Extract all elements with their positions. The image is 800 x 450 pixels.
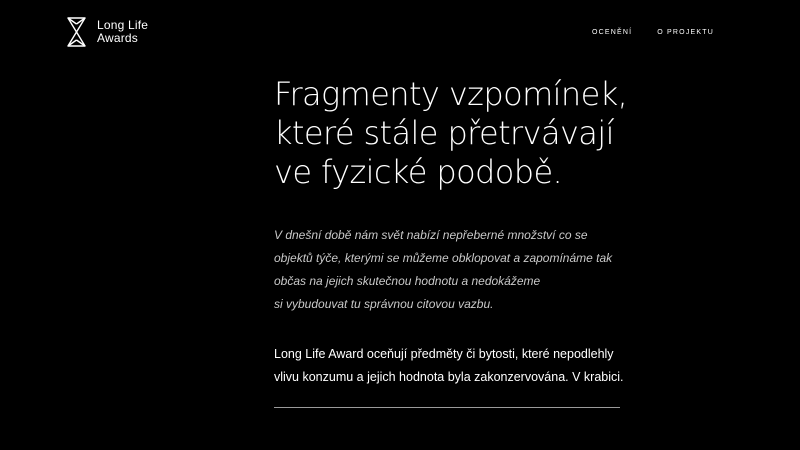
award-statement [274, 343, 674, 389]
intro-line: si vybudouvat tu správnou citovou vazbu. [274, 297, 494, 311]
brand-name [97, 19, 148, 45]
brand-name-line2: Awards [97, 31, 138, 45]
main-nav [592, 29, 714, 36]
hero-headline [274, 75, 674, 192]
statement-line: Long Life Award oceňují předměty či bytosti, které nepodlehly [274, 347, 614, 361]
brand-name-line1: Long Life [97, 18, 149, 32]
intro-line: občas na jejich skutečnou hodnotu a nedokážeme [274, 274, 541, 288]
hero-section [274, 75, 674, 389]
nav-item-oceneni[interactable]: OCENĚNÍ [591, 29, 633, 36]
nav-item-o-projektu[interactable]: O PROJEKTU [657, 29, 714, 36]
intro-line: V dnešní době nám svět nabízí nepřeberné množství co se [274, 228, 588, 242]
brand-logo-link[interactable] [66, 16, 148, 48]
statement-line: vlivu konzumu a jejich hodnota byla zakonzervována. V krabici. [274, 370, 624, 384]
intro-line: objektů týče, kterými se můžeme obklopovat a zapomínáme tak [274, 251, 613, 265]
intro-paragraph [274, 224, 674, 316]
headline-line: ve fyzické podobě. [274, 153, 563, 191]
headline-line: Fragmenty vzpomínek, [274, 75, 628, 113]
section-divider [274, 407, 620, 408]
headline-line: které stále přetrvávají [274, 114, 614, 152]
hourglass-prism-icon [66, 16, 87, 48]
